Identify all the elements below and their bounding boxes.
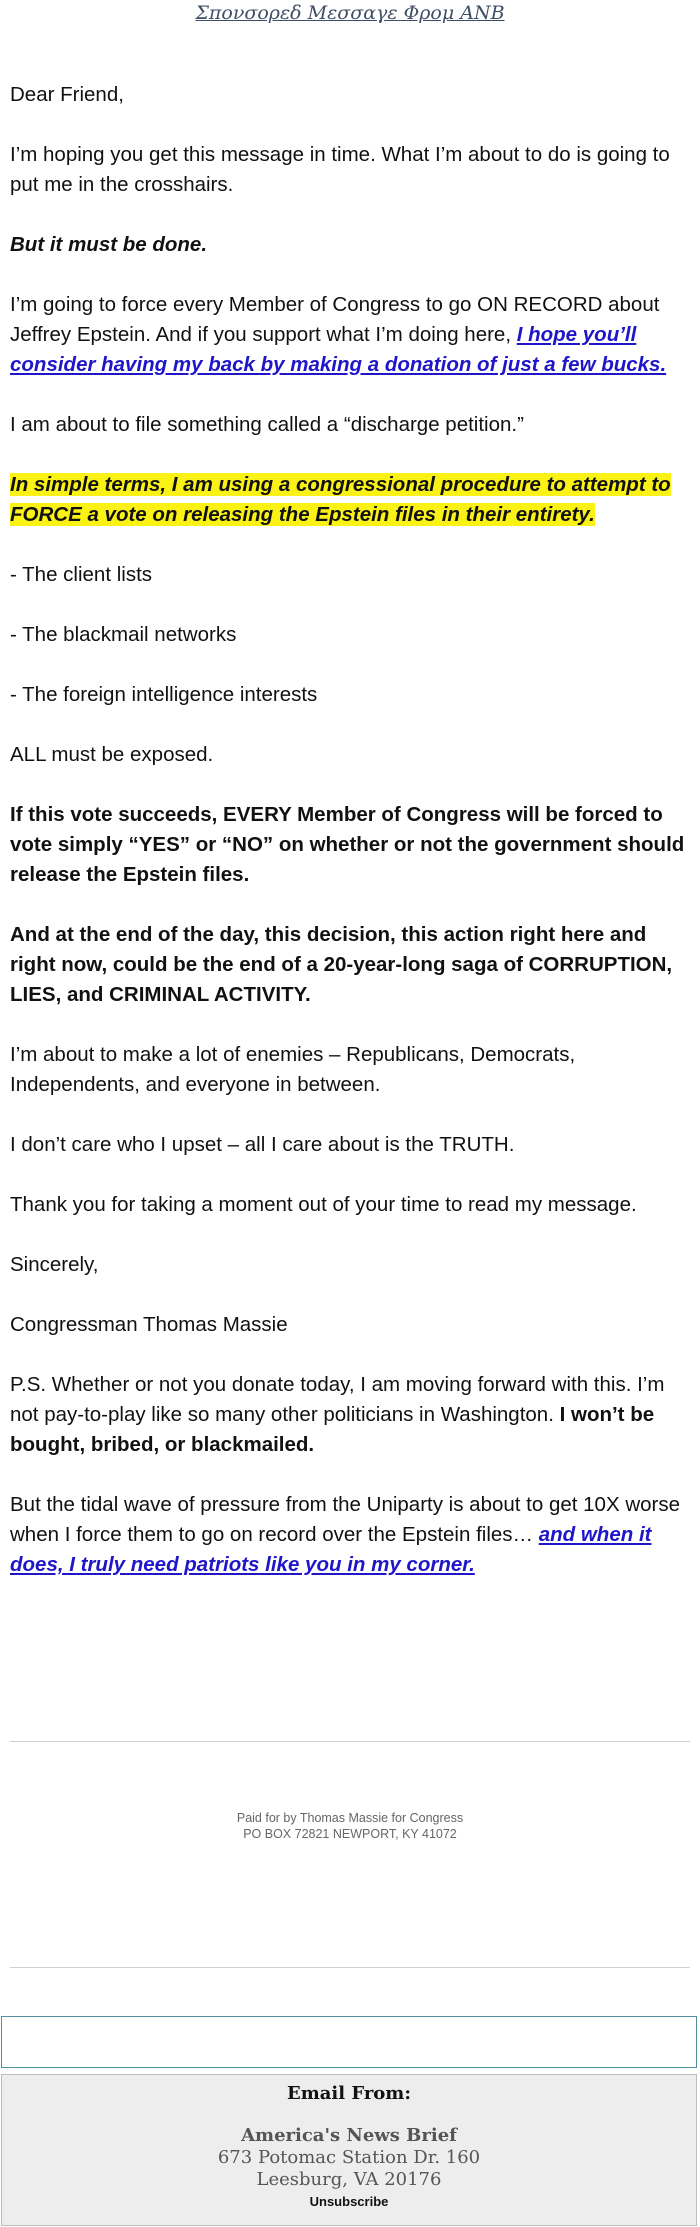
sender-footer [1,2074,697,2226]
paragraph-highlight [10,470,690,530]
list-item: - The client lists [10,563,153,586]
final-text: But the tidal wave of pressure from the Uniparty is about to get 10X worse when I force them to go on record over the Epstein files… [10,1493,681,1546]
patriots-donate-link[interactable]: and when it does, I truly need patriots like you in my corner. [10,1523,652,1576]
paragraph-must-be-done: But it must be done. [10,233,208,256]
empty-bordered-box [1,2016,697,2068]
paragraph-vote: If this vote succeeds, EVERY Member of Congress will be forced to vote simply “YES” or “NO” on whether or not the government should release the Epstein files. [10,803,685,886]
paragraph-intro: I’m hoping you get this message in time. What I’m about to do is going to put me in the crosshairs. [10,143,670,196]
signature: Congressman Thomas Massie [10,1313,288,1336]
paragraph-exposed: ALL must be exposed. [10,743,214,766]
ps-bold: I won’t be bought, bribed, or blackmailed. [10,1403,655,1456]
donate-link[interactable]: I hope you’ll consider having my back by making a donation of just a few bucks. [10,323,667,376]
paragraph-truth: I don’t care who I upset – all I care about is the TRUTH. [10,1133,515,1156]
sponsored-message-link[interactable]: Σπονσορεδ Μεσσαγε Φρομ ΑΝΒ [195,2,505,24]
disclaimer-address: PO BOX 72821 NEWPORT, KY 41072 [243,1827,457,1841]
email-from-label: Email From: [286,2083,411,2104]
sender-street: 673 Potomac Station Dr. 160 [217,2147,481,2168]
sender-name: America's News Brief [241,2125,457,2146]
paragraph-thanks: Thank you for taking a moment out of your time to read my message. [10,1193,637,1216]
sender-city: Leesburg, VA 20176 [256,2169,442,2190]
divider [10,1741,690,1742]
ps-text: P.S. Whether or not you donate today, I am moving forward with this. I’m not pay-to-play like so many other politicians in Washington. [10,1373,665,1426]
paragraph-enemies: I’m about to make a lot of enemies – Republicans, Democrats, Independents, and everyone in between. [10,1043,576,1096]
divider [10,1967,690,1968]
paid-for-disclaimer [0,1810,700,1842]
list-item: - The foreign intelligence interests [10,683,318,706]
highlighted-text: In simple terms, I am using a congressional procedure to attempt to FORCE a vote on releasing the Epstein files in their entirety. [10,473,671,526]
paragraph-final [10,1490,690,1580]
paragraph-saga: And at the end of the day, this decision, this action right here and right now, could be the end of a 20-year-long saga of CORRUPTION, LIES, and CRIMINAL ACTIVITY. [10,923,673,1006]
paragraph-ps [10,1370,690,1460]
greeting: Dear Friend, [10,83,124,106]
paragraph-petition: I am about to file something called a “discharge petition.” [10,413,524,436]
paragraph-record-text: I’m going to force every Member of Congress to go ON RECORD about Jeffrey Epstein. And if you support what I’m doing here, [10,293,660,346]
paragraph-record [10,290,690,380]
closing: Sincerely, [10,1253,99,1276]
unsubscribe-link[interactable]: Unsubscribe [309,2194,389,2209]
paid-for-line: Paid for by Thomas Massie for Congress [236,1811,464,1825]
letter-body [10,80,690,1610]
list-item: - The blackmail networks [10,623,237,646]
